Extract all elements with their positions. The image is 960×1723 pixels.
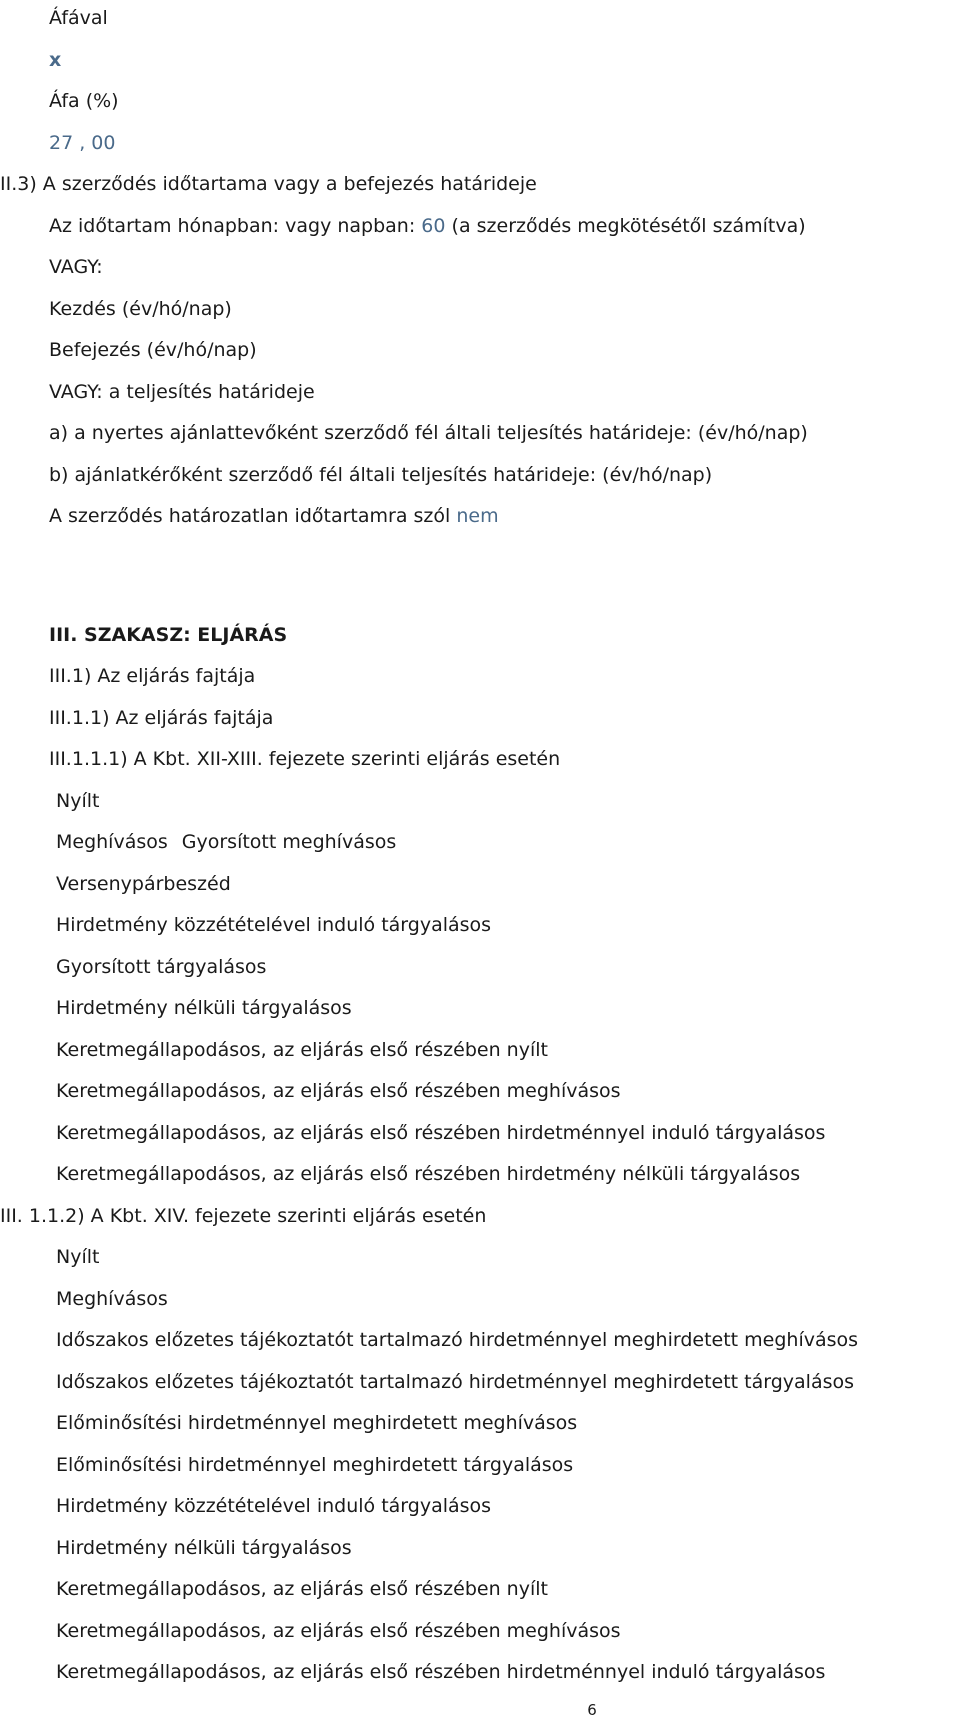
section-3-1-heading: III.1) Az eljárás fajtája [49, 665, 256, 687]
procedure-option: Hirdetmény közzétételével induló tárgyalásos [56, 1495, 492, 1517]
procedure-option: Meghívásos [56, 831, 168, 853]
duration-a-deadline: a) a nyertes ajánlattevőként szerződő fél általi teljesítés határideje: (év/hó/nap) [49, 422, 808, 444]
section-3-1-1-2-heading: III. 1.1.2) A Kbt. XIV. fejezete szerinti eljárás esetén [0, 1204, 487, 1227]
duration-months-days-value: 60 [421, 214, 446, 237]
procedure-option-row [0, 822, 960, 864]
procedure-option: Keretmegállapodásos, az eljárás első részében nyílt [56, 1578, 548, 1600]
procedure-option: Keretmegállapodásos, az eljárás első részében meghívásos [56, 1619, 621, 1642]
section-spacer [0, 538, 960, 615]
duration-b-deadline: b) ajánlatkérőként szerződő fél általi teljesítés határideje: (év/hó/nap) [49, 463, 713, 486]
procedure-option: Keretmegállapodásos, az eljárás első részében hirdetménnyel induló tárgyalásos [56, 1121, 826, 1144]
duration-indefinite [0, 496, 960, 538]
duration-end: Befejezés (év/hó/nap) [49, 339, 257, 361]
procedure-option: Hirdetmény nélküli tárgyalásos [56, 997, 352, 1019]
procedure-option: Versenypárbeszéd [56, 872, 231, 895]
procedure-option: Hirdetmény közzétételével induló tárgyalásos [56, 914, 492, 936]
procedure-option: Meghívásos [56, 1287, 168, 1310]
procedure-option: Időszakos előzetes tájékoztatót tartalmazó hirdetménnyel meghirdetett meghívásos [56, 1329, 859, 1351]
duration-indefinite-value: nem [456, 505, 499, 527]
duration-heading: II.3) A szerződés időtartama vagy a befejezés határideje [0, 173, 537, 195]
procedure-option: Keretmegállapodásos, az eljárás első részében hirdetmény nélküli tárgyalásos [56, 1163, 801, 1185]
procedure-option: Nyílt [56, 789, 100, 812]
procedure-option: Keretmegállapodásos, az eljárás első részében hirdetménnyel induló tárgyalásos [56, 1661, 826, 1683]
procedure-option: Előminősítési hirdetménnyel meghirdetett meghívásos [56, 1412, 578, 1434]
duration-start: Kezdés (év/hó/nap) [49, 297, 232, 320]
duration-indefinite-label: A szerződés határozatlan időtartamra szól [49, 505, 451, 527]
duration-months-days [0, 206, 960, 248]
vat-label: Áfával [49, 7, 108, 29]
procedure-option: Nyílt [56, 1246, 100, 1268]
section-3-1-1-heading: III.1.1) Az eljárás fajtája [49, 706, 274, 729]
procedure-option: Időszakos előzetes tájékoztatót tartalmazó hirdetménnyel meghirdetett tárgyalásos [56, 1370, 855, 1393]
section-3-title: III. SZAKASZ: ELJÁRÁS [49, 623, 288, 646]
vat-rate-value: 27 , 00 [49, 131, 116, 154]
duration-months-days-prefix: Az időtartam hónapban: vagy napban: [49, 214, 416, 237]
page-number: 6 [587, 1701, 597, 1719]
duration-or-2: VAGY: a teljesítés határideje [49, 380, 315, 403]
duration-months-days-suffix: (a szerződés megkötésétől számítva) [451, 214, 806, 237]
procedure-option: Előminősítési hirdetménnyel meghirdetett tárgyalásos [56, 1453, 574, 1476]
section-3-1-1-1-heading: III.1.1.1) A Kbt. XII-XIII. fejezete szerinti eljárás esetén [49, 748, 561, 770]
procedure-option: Gyorsított meghívásos [181, 831, 397, 853]
vat-rate-label: Áfa (%) [49, 90, 119, 112]
procedure-option: Hirdetmény nélküli tárgyalásos [56, 1536, 352, 1559]
procedure-option: Keretmegállapodásos, az eljárás első részében meghívásos [56, 1080, 621, 1102]
procedure-option: Keretmegállapodásos, az eljárás első részében nyílt [56, 1038, 548, 1061]
vat-mark: x [49, 48, 62, 71]
procedure-option: Gyorsított tárgyalásos [56, 955, 267, 978]
duration-or-1: VAGY: [49, 256, 103, 278]
